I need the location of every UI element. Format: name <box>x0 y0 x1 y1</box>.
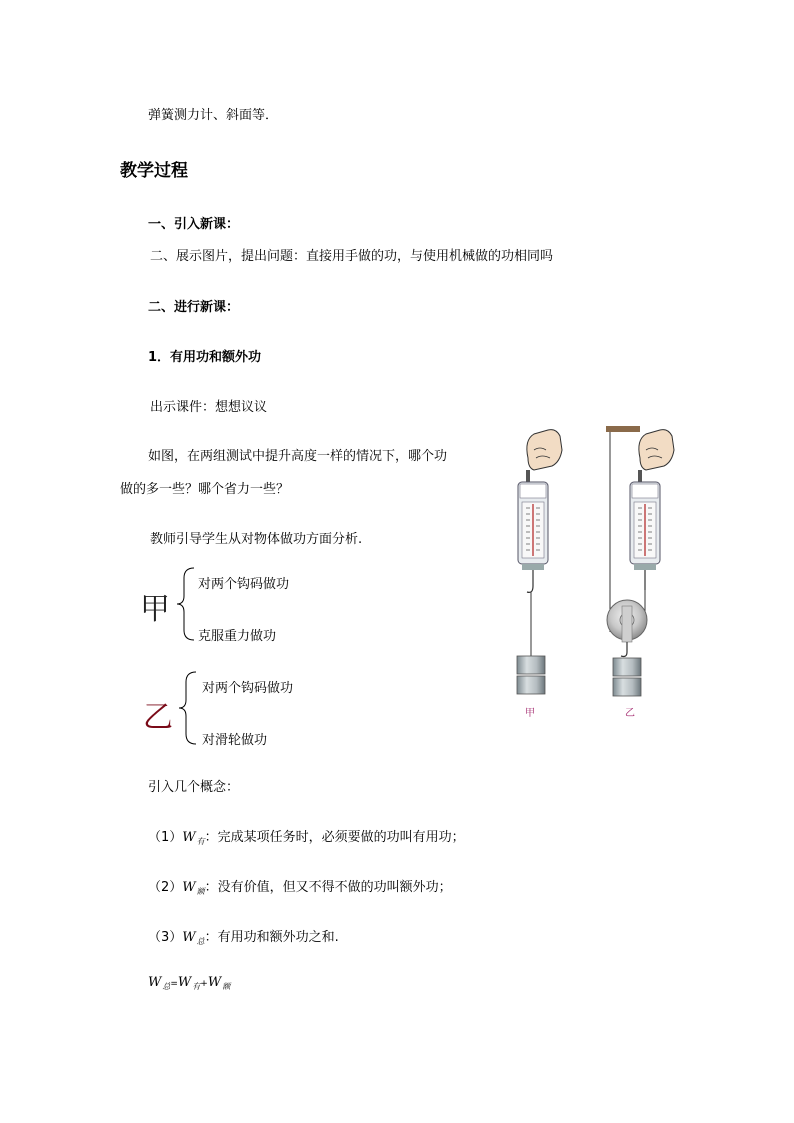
spring-scale-figure <box>490 420 690 720</box>
jia-item-1: 对两个钩码做功 <box>198 577 290 592</box>
formula-sub-extra: 额 <box>222 982 231 991</box>
subsection-title: 1．有用功和额外功 <box>148 350 262 365</box>
work-formula <box>148 975 230 992</box>
concept-text: ：没有价值，但又不得不做的功叫额外功； <box>204 880 452 895</box>
jia-char: 甲 <box>140 592 170 627</box>
concept-number: （3） <box>148 930 183 945</box>
work-symbol: W <box>182 930 196 945</box>
question-line-2: 做的多一些？哪个省力一些？ <box>120 482 290 497</box>
formula-w-total: W <box>148 975 162 990</box>
yi-item-1: 对两个钩码做功 <box>202 681 294 696</box>
formula-sub-total: 总 <box>162 982 171 991</box>
concept-extra-work <box>148 876 452 897</box>
yi-char: 乙 <box>143 700 173 735</box>
spring-scale-right <box>630 470 660 590</box>
concept-useful-work <box>148 826 465 847</box>
formula-w-useful: W <box>177 975 192 990</box>
concept-total-work <box>148 926 339 947</box>
section-heading: 教学过程 <box>120 161 188 181</box>
question-line-1: 如图，在两组测试中提升高度一样的情况下，哪个功 <box>148 449 448 464</box>
work-subscript: 有 <box>196 837 205 846</box>
step-intro-new-lesson: 一、引入新课： <box>148 217 240 232</box>
concept-number: （1） <box>148 830 183 845</box>
yi-item-2: 对滑轮做功 <box>202 733 268 748</box>
formula-w-extra: W <box>207 975 222 990</box>
jia-brace <box>176 566 196 642</box>
materials-line: 弹簧测力计、斜面等． <box>148 108 279 123</box>
concept-number: （2） <box>148 880 183 895</box>
concept-text: ：有用功和额外功之和. <box>204 930 339 945</box>
weights-right <box>613 658 641 696</box>
work-subscript: 总 <box>196 937 205 946</box>
yi-brace <box>178 670 198 746</box>
work-symbol: W <box>182 830 196 845</box>
formula-equals: = <box>170 979 178 989</box>
work-symbol: W <box>182 880 196 895</box>
concepts-intro: 引入几个概念： <box>148 780 240 795</box>
pulley-icon <box>607 600 647 657</box>
spring-scale-left <box>518 470 548 592</box>
teacher-guide-line: 教师引导学生从对物体做功方面分析. <box>150 532 363 547</box>
formula-sub-useful: 有 <box>192 982 201 991</box>
hand-icon-left <box>527 430 562 470</box>
concept-text: ：完成某项任务时，必须要做的功叫有用功； <box>204 830 465 845</box>
figure-label-yi: 乙 <box>625 708 635 719</box>
courseware-line: 出示课件：想想议议 <box>150 400 268 415</box>
formula-plus: + <box>200 979 208 989</box>
hand-icon-right <box>639 430 674 470</box>
jia-item-2: 克服重力做功 <box>198 629 277 644</box>
step-new-lesson: 二、进行新课： <box>148 300 240 315</box>
ceiling-beam <box>606 426 640 432</box>
figure-label-jia: 甲 <box>525 708 535 719</box>
work-subscript: 额 <box>196 887 205 896</box>
step-show-pictures: 二、展示图片，提出问题：直接用手做的功，与使用机械做的功相同吗 <box>150 249 554 264</box>
weights-left <box>517 656 545 694</box>
